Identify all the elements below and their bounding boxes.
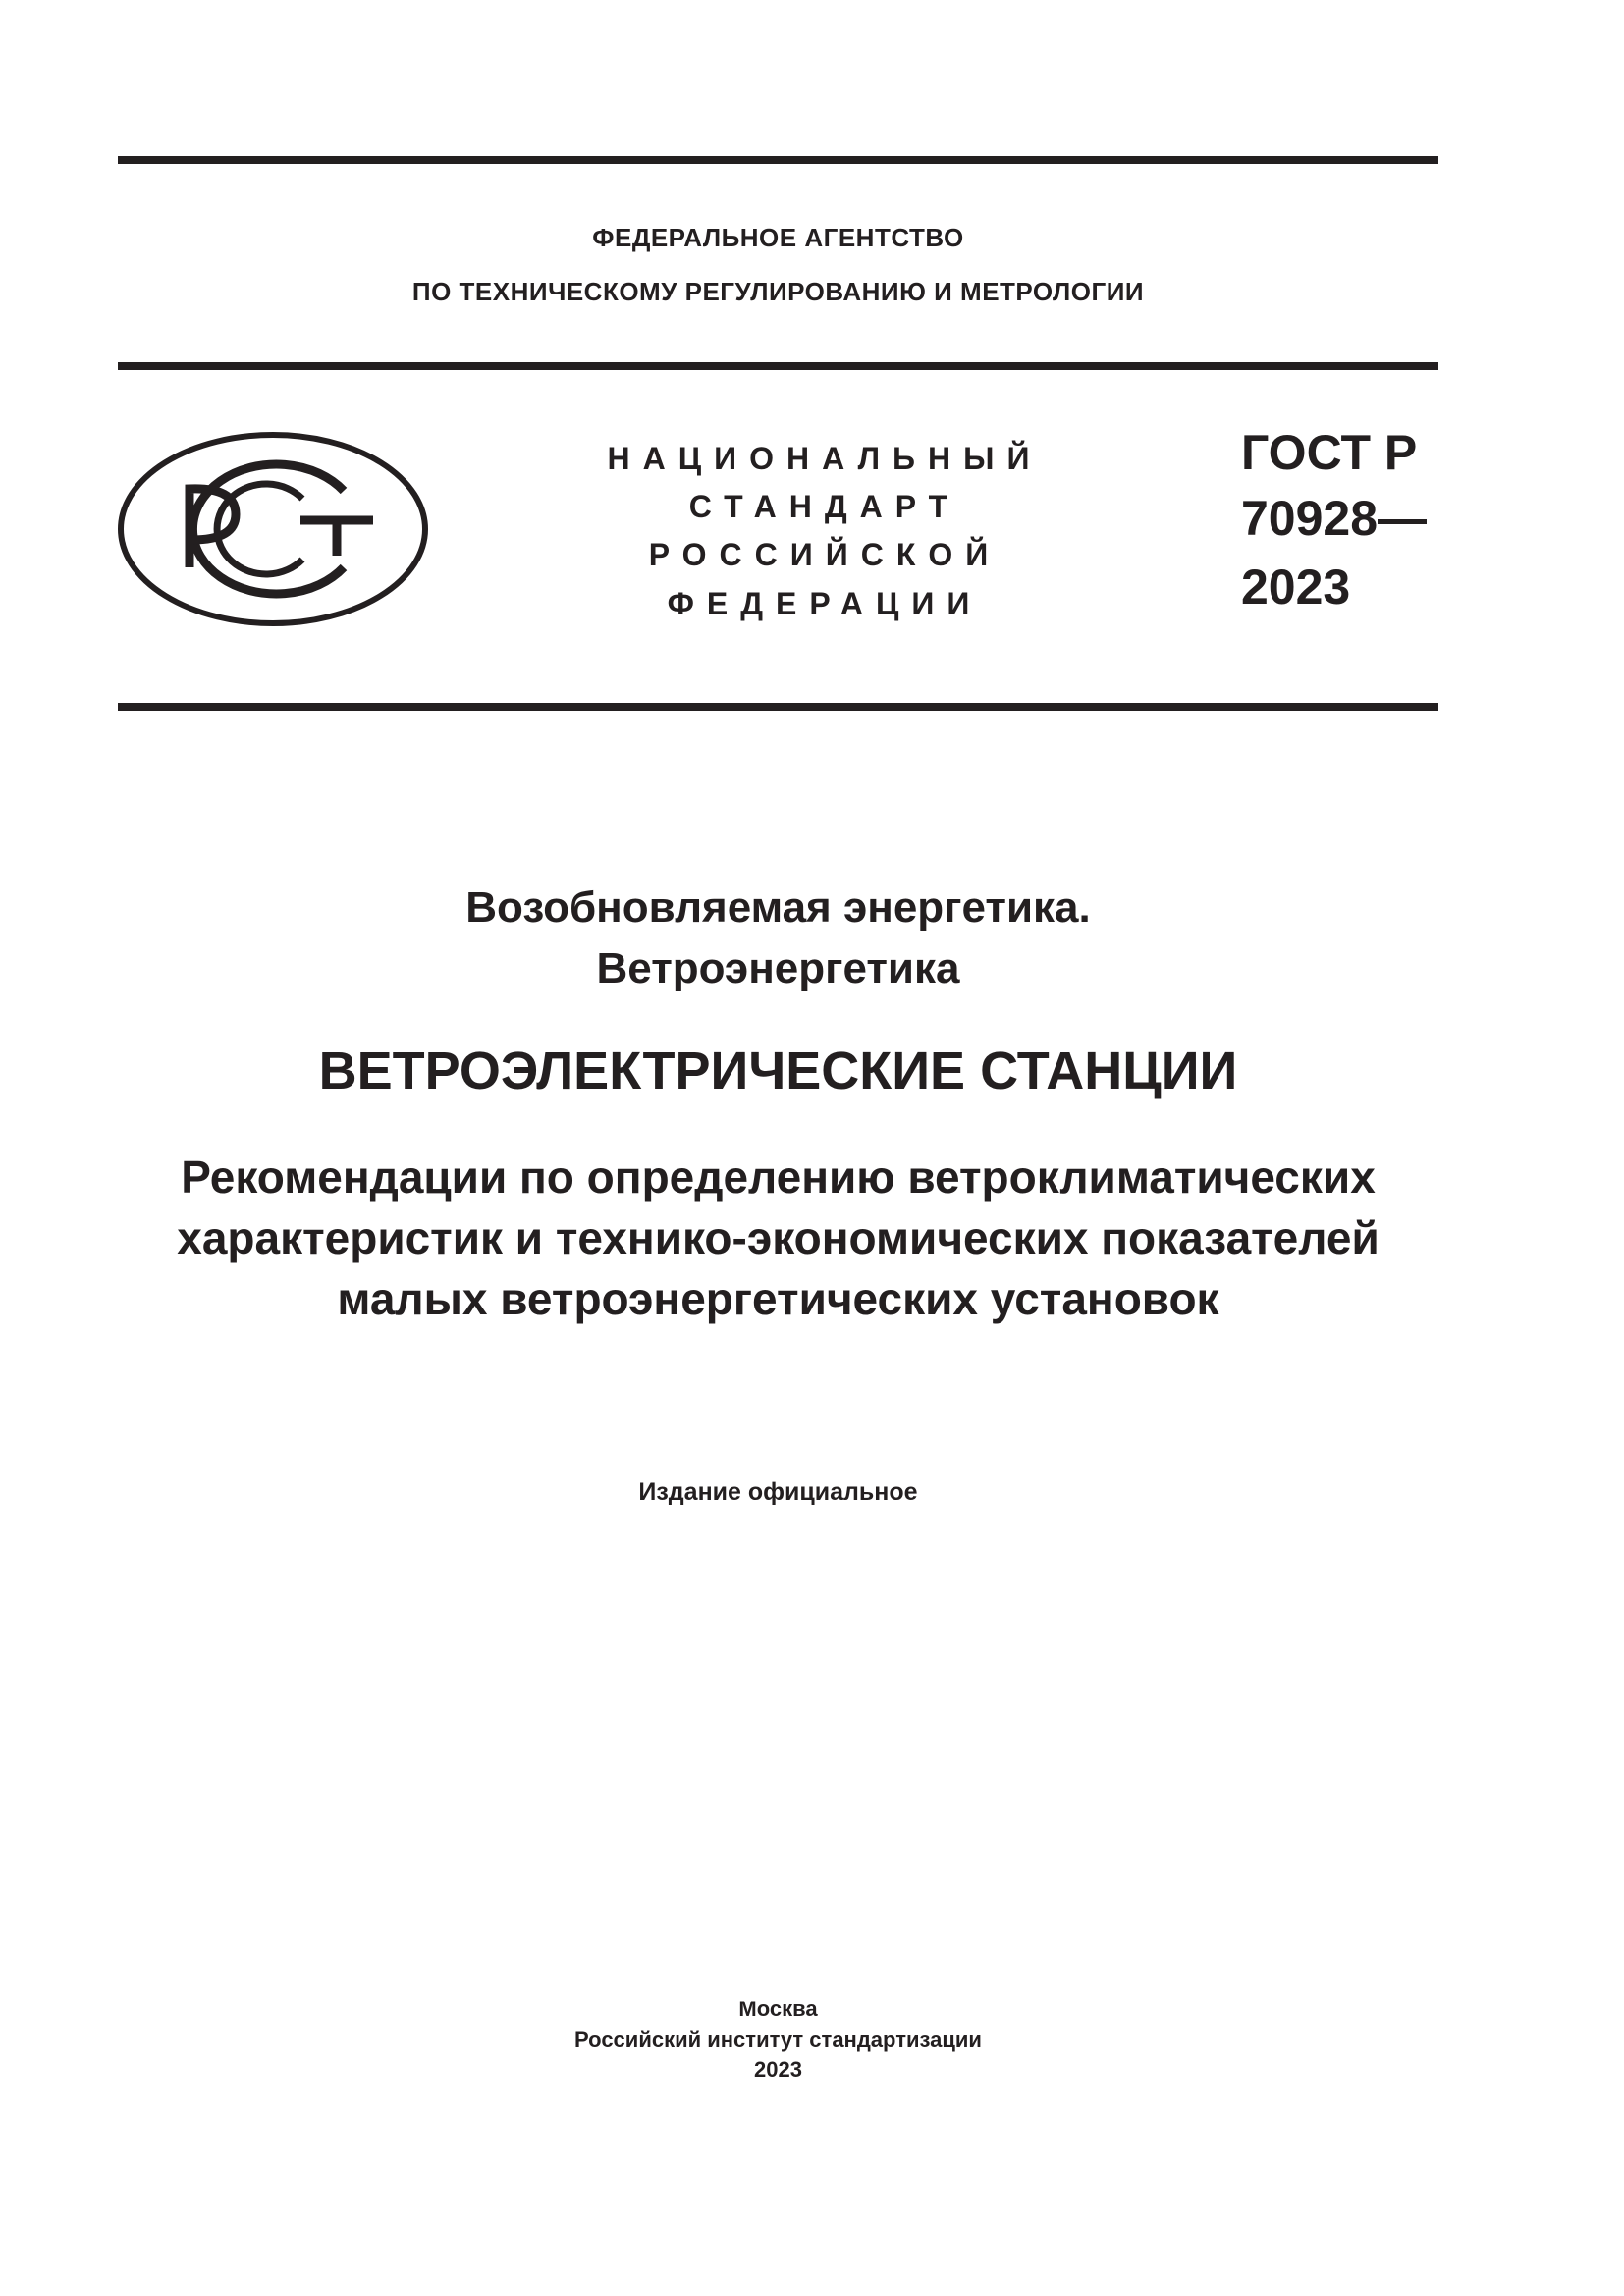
standard-designation-number: 70928— [1241, 491, 1428, 546]
main-title: ВЕТРОЭЛЕКТРИЧЕСКИЕ СТАНЦИИ [318, 1041, 1238, 1100]
header-rule [118, 362, 1438, 370]
national-standard-line-2: СТАНДАРТ [688, 489, 961, 524]
standard-designation-prefix: ГОСТ Р [1241, 425, 1418, 480]
publisher-org: Российский институт стандартизации [574, 2027, 982, 2052]
publisher-year: 2023 [754, 2057, 802, 2082]
standard-designation-year: 2023 [1241, 560, 1351, 614]
national-standard-line-3: РОССИЙСКОЙ [648, 537, 1001, 572]
top-rule [118, 156, 1438, 164]
subtitle-line-3: малых ветроэнергетических установок [337, 1273, 1219, 1324]
title-line-2: Ветроэнергетика [596, 944, 960, 992]
title-line-1: Возобновляемая энергетика. [465, 883, 1091, 932]
national-standard-line-4: ФЕДЕРАЦИИ [667, 586, 983, 621]
publisher-city: Москва [738, 1997, 818, 2021]
national-standard-line-1: НАЦИОНАЛЬНЫЙ [607, 441, 1043, 476]
agency-name-line-1: ФЕДЕРАЛЬНОЕ АГЕНТСТВО [592, 223, 964, 252]
pct-mark-icon [116, 430, 430, 628]
banner-rule [118, 703, 1438, 711]
edition-label: Издание официальное [638, 1478, 918, 1506]
subtitle-line-1: Рекомендации по определению ветроклиматических [181, 1151, 1376, 1202]
subtitle-line-2: характеристик и технико-экономических показателей [177, 1212, 1380, 1263]
agency-name-line-2: ПО ТЕХНИЧЕСКОМУ РЕГУЛИРОВАНИЮ И МЕТРОЛОГИИ [411, 277, 1145, 306]
